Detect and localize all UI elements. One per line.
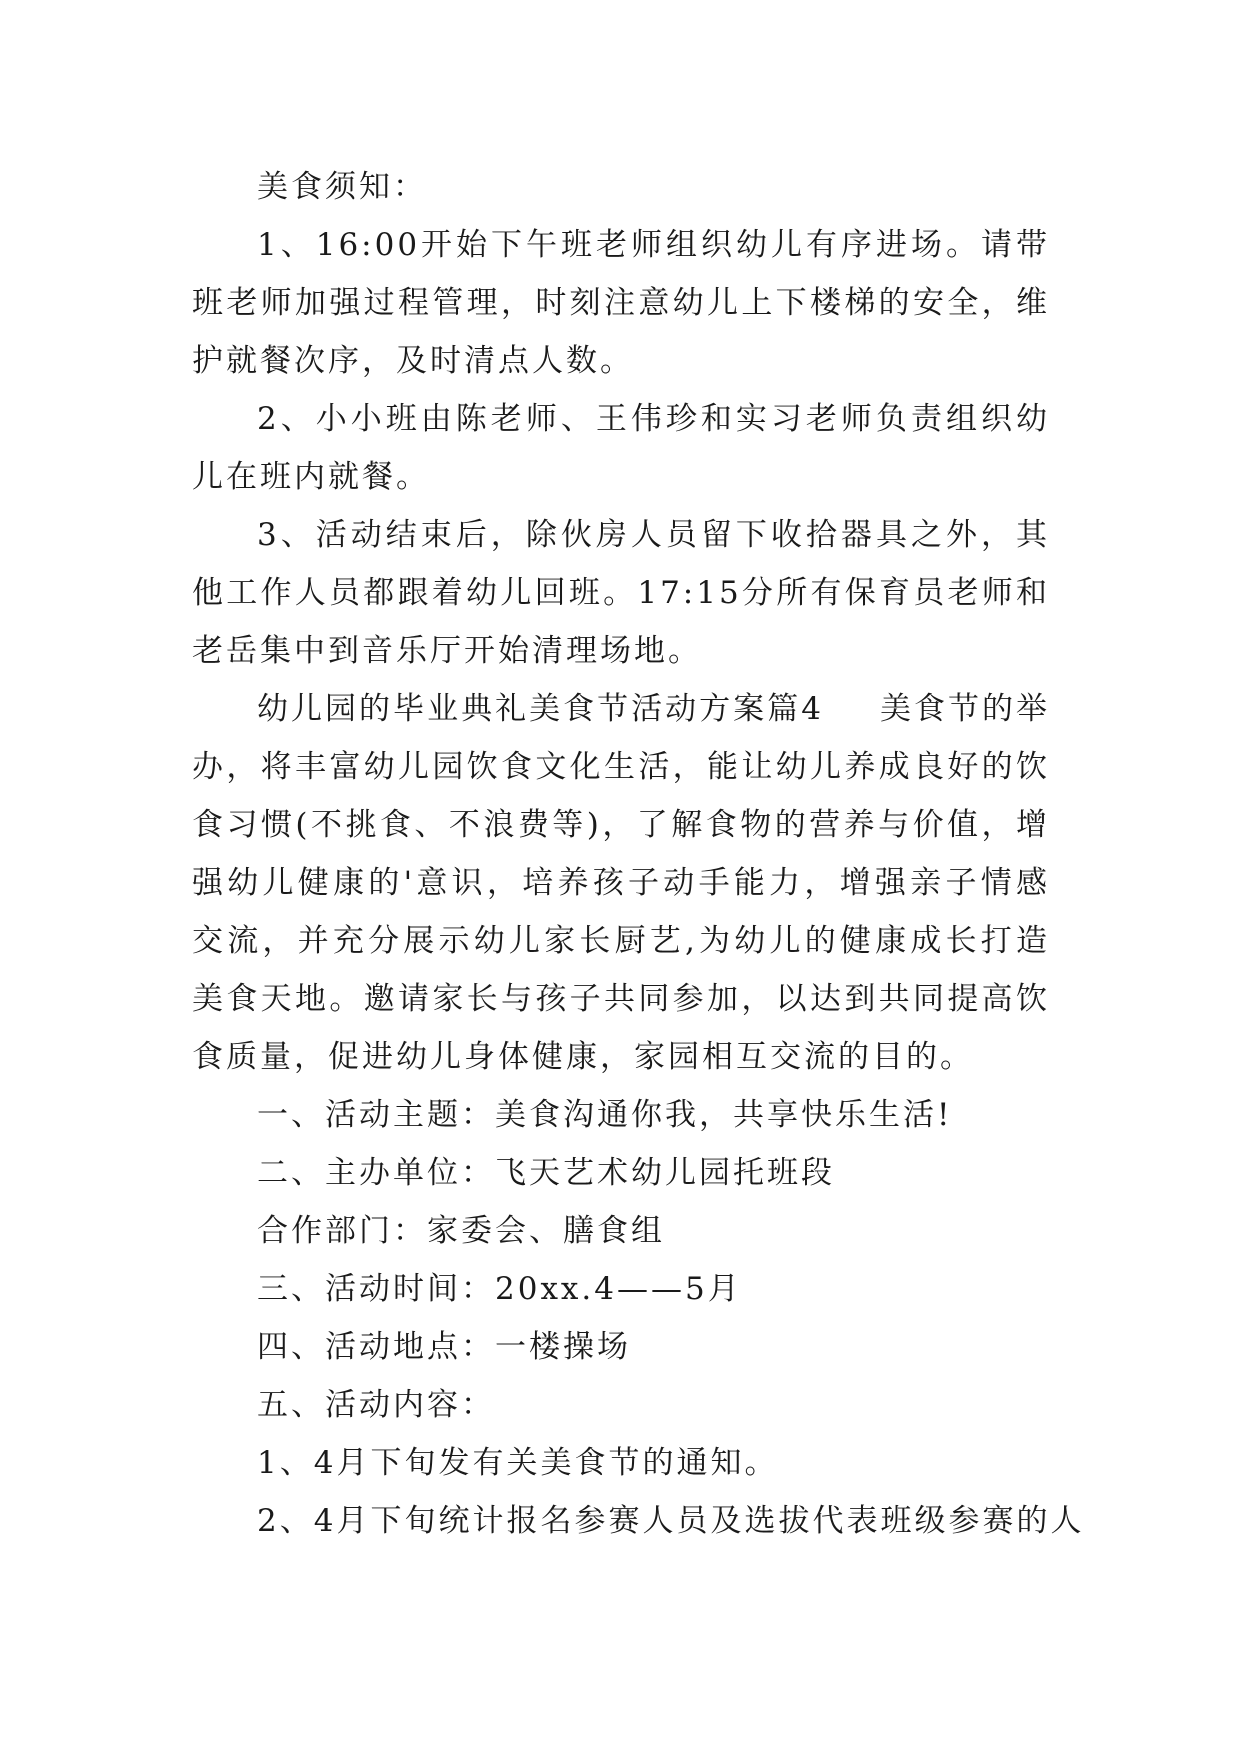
- section-title: 幼儿园的毕业典礼美食节活动方案篇4: [257, 691, 824, 727]
- paragraph-3: 3、活动结束后，除伙房人员留下收拾器具之外，其他工作人员都跟着幼儿回班。17:15分所有保育员老师和老岳集中到音乐厅开始清理场地。: [192, 517, 1050, 669]
- paragraph-1: 1、16:00开始下午班老师组织幼儿有序进场。请带班老师加强过程管理，时刻注意幼儿上下楼梯的安全，维护就餐次序，及时清点人数。: [192, 227, 1050, 379]
- item-organizer: 二、主办单位：飞天艺术幼儿园托班段: [257, 1155, 835, 1191]
- item-content-1: 1、4月下旬发有关美食节的通知。: [257, 1445, 779, 1481]
- item-content-2: 2、4月下旬统计报名参赛人员及选拔代表班级参赛的人: [257, 1503, 1085, 1539]
- item-location: 四、活动地点：一楼操场: [257, 1329, 631, 1365]
- document-body: [192, 158, 1085, 1550]
- item-theme: 一、活动主题：美食沟通你我，共享快乐生活!: [257, 1097, 953, 1133]
- section-paragraph: [192, 680, 1050, 1086]
- section-body: 美食节的举办，将丰富幼儿园饮食文化生活，能让幼儿养成良好的饮食习惯(不挑食、不浪费等)，了解食物的营养与价值，增强幼儿健康的'意识，培养孩子动手能力，增强亲子情感交流，并充分展示幼儿家长厨艺,为幼儿的健康成长打造美食天地。邀请家长与孩子共同参加，以达到共同提高饮食质量，促进幼儿身体健康，家园相互交流的目的。: [192, 691, 1051, 1075]
- paragraph-2: 2、小小班由陈老师、王伟珍和实习老师负责组织幼儿在班内就餐。: [192, 401, 1050, 495]
- item-content: 五、活动内容：: [257, 1387, 495, 1423]
- notice-heading: 美食须知：: [257, 169, 427, 205]
- item-time: 三、活动时间：20xx.4——5月: [257, 1271, 742, 1307]
- item-partners: 合作部门：家委会、膳食组: [257, 1213, 665, 1249]
